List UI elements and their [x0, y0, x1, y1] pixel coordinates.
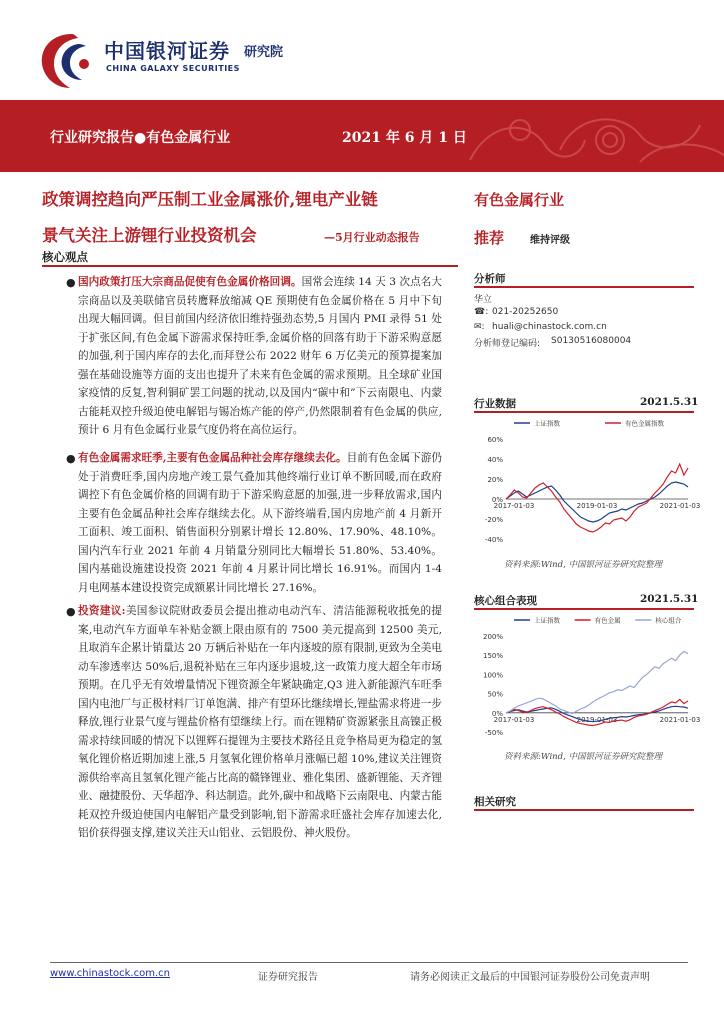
paragraph-2-highlight: 有色金属需求旺季,主要有色金属品种社会库存继续去化。: [78, 452, 347, 464]
industry-data-divider: [474, 411, 694, 413]
analyst-phone: 021-20252650: [492, 307, 559, 317]
footer-divider: [50, 962, 688, 963]
x-tick-label: 2017-01-03: [493, 715, 535, 724]
header-date: 2021 年 6 月 1 日: [342, 130, 467, 146]
y-tick-label: 0%: [491, 709, 503, 718]
y-tick-label: 60%: [487, 436, 503, 444]
x-tick-label: 2021-01-03: [659, 715, 701, 724]
industry-chart-svg: [474, 415, 701, 550]
galaxy-logo-icon: [38, 30, 98, 92]
industry-chart: [474, 415, 701, 550]
phone-icon: ☎:: [474, 307, 489, 317]
y-tick-label: 0%: [491, 496, 503, 504]
cert-number: S0130516080004: [551, 336, 632, 346]
analyst-email[interactable]: huali@chinastock.com.cn: [492, 322, 607, 332]
paragraph-3-text: 美国参议院财政委员会提出推动电动汽车、清洁能源税收抵免的提案,电动汽车方面单车补贴金额上限由原有的 7500 美元提高到 12500 美元,且取消车企累计销量达 20 万辆后补贴在一年内逐坡的原有限制,更致为全美电动车渗透率达 50%后,退税补贴在三年内逐步退坡,这一政策力度大超全年市场预期。在几乎无有效增量情况下锂资源全年紧缺确定,Q3 进入新能源汽车旺季国内电池厂与正极材料厂订单饱满、排产有望环比继续增长,锂盐需求将进一步释放,锂行业景气度与锂盐价格有望继续上行。而在锂精矿资源紧张且高镍正极需求持续回暖的情况下以锂辉石提锂为主要技术路径且竞争格局更为稳定的氢氧化锂价格近期加速上涨,5 月氢氧化锂价格单月涨幅已超 10%,建议关注锂资源供给率高且氢氧化锂产能占比高的赣锋锂业、雅化集团、盛新锂能、天齐锂业、融捷股份、天华超净、科达制造。此外,碳中和战略下云南限电、内蒙古能耗双控升级迫使国内电解铝产量受到影响,铝下游需求旺盛社会库存加速去化,铝价获得强支撑,建议关注天山铝业、云铝股份、神火股份。: [78, 605, 442, 839]
rating-note: 维持评级: [530, 235, 570, 246]
portfolio-chart-svg: [474, 612, 701, 742]
company-logo: [38, 30, 98, 92]
y-tick-label: 50%: [487, 690, 503, 699]
cert-label: 分析师登记编码:: [474, 339, 541, 349]
sidebar-industry: 有色金属行业: [474, 191, 565, 209]
core-portfolio-date: 2021.5.31: [640, 593, 699, 605]
y-tick-label: 100%: [482, 671, 503, 680]
legend-label: 核心组合: [655, 616, 682, 625]
brand-english: CHINA GALAXY SECURITIES: [106, 64, 240, 73]
header-band: [0, 100, 724, 172]
industry-data-label: 行业数据: [474, 398, 516, 410]
x-tick-label: 2017-01-03: [493, 502, 535, 510]
x-tick-label: 2019-01-03: [576, 502, 618, 510]
industry-chart-source: 资料来源:Wind, 中国银河证券研究院整理: [504, 560, 662, 570]
bullet-icon: ●: [66, 452, 76, 465]
y-tick-label: -20%: [484, 516, 503, 524]
legend-label: 有色金属: [594, 616, 621, 625]
paragraph-1-highlight: 国内政策打压大宗商品促使有色金属价格回调。: [78, 276, 302, 288]
industry-data-date: 2021.5.31: [640, 396, 699, 408]
x-tick-label: 2021-01-03: [659, 502, 701, 510]
related-research-divider: [474, 809, 694, 811]
footer-center: 证券研究报告: [258, 972, 318, 983]
core-portfolio-divider: [474, 608, 694, 610]
email-icon: ✉:: [474, 322, 485, 332]
core-view-label: 核心观点: [42, 250, 88, 264]
related-research-label: 相关研究: [474, 796, 516, 808]
report-subtitle: —5月行业动态报告: [324, 231, 420, 244]
x-tick-label: 2019-01-03: [576, 715, 618, 724]
paragraph-2: [78, 449, 442, 597]
paragraph-2-text: 目前有色金属下游仍处于消费旺季,国内房地产竣工景气叠加其他终端行业订单不断回暖,而在政府调控下有色金属价格的回调有助于下游采购意愿的加强,进一步释放需求,国内主要有色金属品种社会库存继续去化。从下游终端看,国内房地产前 4 月新开工面积、竣工面积、销售面积分别累计增长 12.80%、17.90%、48.10%。国内汽车行业 2021 年前 4 月销量分别同比大幅增长 51.80%、53.40%。国内基础设施建设投资 2021 年前 4 月累计同比增长 16.91%。而国内 1-4 月电网基本建设投资完成额累计同比增长 27.16%。: [78, 452, 442, 594]
brand-name: 中国银河证券: [104, 39, 230, 63]
portfolio-chart: [474, 612, 701, 742]
paragraph-3: [78, 602, 442, 843]
header-category: 行业研究报告●有色金属行业: [50, 130, 231, 146]
report-title-line2: 景气关注上游锂行业投资机会: [42, 226, 257, 245]
analyst-divider: [474, 286, 694, 288]
paragraph-3-highlight: 投资建议:: [78, 605, 126, 617]
bullet-icon: ●: [66, 605, 76, 618]
y-tick-label: -50%: [484, 729, 503, 737]
rating: 推荐: [474, 229, 505, 247]
bullet-icon: ●: [66, 276, 76, 289]
y-tick-label: 20%: [487, 476, 503, 484]
y-tick-label: 150%: [482, 652, 503, 661]
y-tick-label: 200%: [482, 633, 503, 641]
footer-url[interactable]: www.chinastock.com.cn: [50, 968, 170, 979]
report-title-line1: 政策调控趋向严压制工业金属涨价,锂电产业链: [42, 190, 378, 209]
analyst-label: 分析师: [474, 273, 506, 285]
paragraph-1-text: 国常会连续 14 天 3 次点名大宗商品以及美联储官员转鹰释放缩减 QE 预期使有色金属价格在 5 月中下旬出现大幅回调。但目前国内经济依旧维持强劲态势,5 月国内 PMI 录得 51 处于扩张区间,有色金属下游需求保持旺季,金属价格的回落有助于下游采购意愿的加强,利于国内库存的去化,而拜登公布 2022 财年 6 万亿美元的预算提案加强在基础设施等方面的支出也提升了未来有色金属的需求预期。且全球矿业国家疫情的反复,智利铜矿罢工问题的扰动,以及国内“碳中和”下云南限电、内蒙古能耗双控升级迫使电解铝与锡冶炼产能的停产,仍然限制着有色金属的供应,预计 6 月有色金属行业景气度仍将在高位运行。: [78, 276, 442, 436]
legend-label: 上证指数: [534, 419, 560, 428]
paragraph-1: [78, 273, 442, 440]
y-tick-label: -40%: [484, 536, 503, 544]
core-portfolio-label: 核心组合表现: [474, 595, 537, 607]
series-line-2: [506, 464, 688, 532]
brand-dept: 研究院: [244, 45, 284, 60]
y-tick-label: 40%: [487, 456, 503, 464]
portfolio-chart-source: 资料来源:Wind, 中国银河证券研究院整理: [504, 752, 662, 762]
footer-disclaimer: 请务必阅读正文最后的中国银河证券股份公司免责声明: [410, 972, 650, 983]
title-divider: [42, 265, 458, 267]
analyst-name: 华立: [474, 295, 493, 305]
legend-label: 上证指数: [534, 616, 560, 625]
legend-label: 有色金属指数: [625, 419, 664, 428]
series-line-3: [506, 651, 688, 713]
